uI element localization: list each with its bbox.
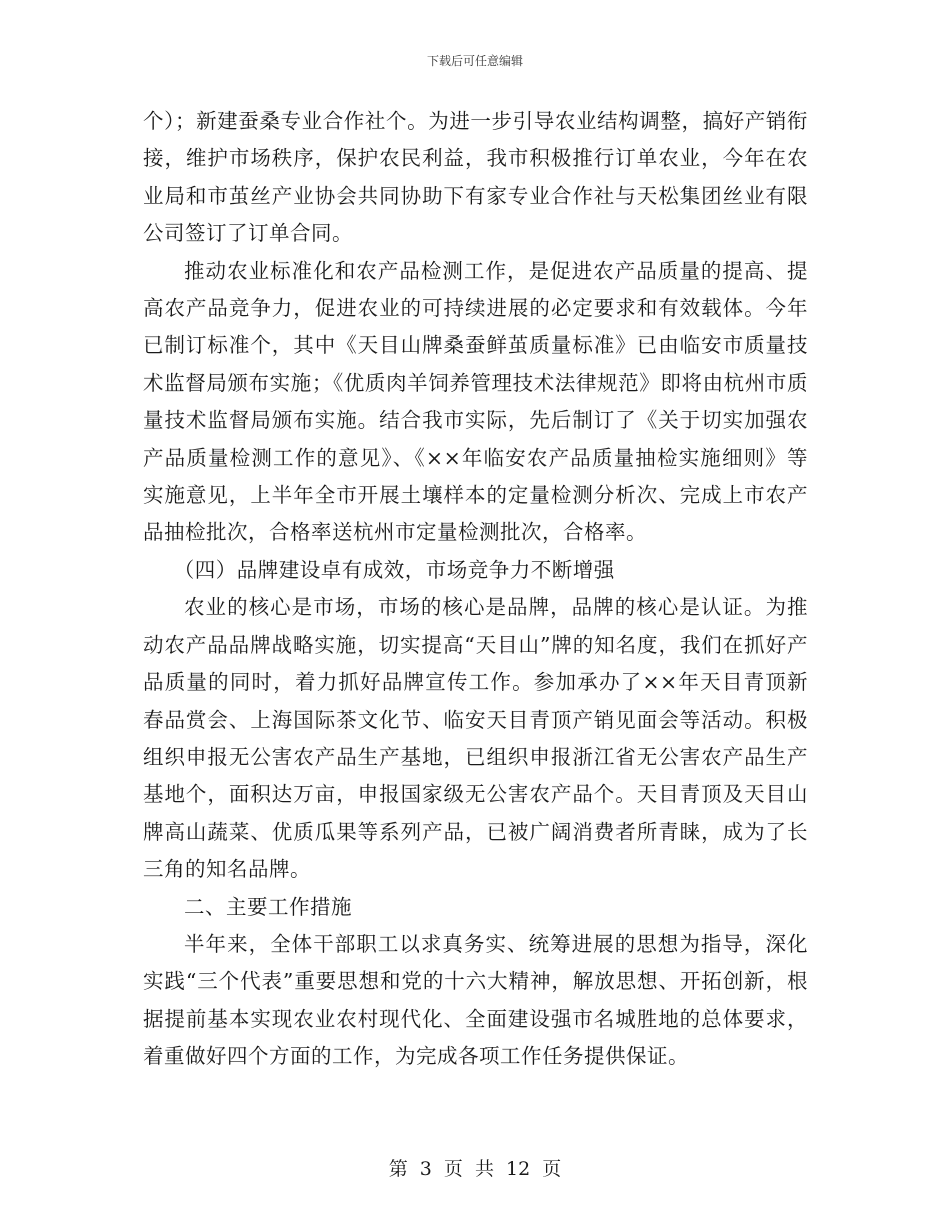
paragraph-standardization: 推动农业标准化和农产品检测工作，是促进农产品质量的提高、提高农产品竞争力，促进农业的可持续进展的必定要求和有效载体。今年已制订标准个，其中《天目山牌桑蚕鲜茧质量标准》已由临安市质量技术监督局颁布实施；《优质肉羊饲养管理技术法律规范》即将由杭州市质量技术监督局颁布实施。结合我市实际，先后制订了《关于切实加强农产品质量检测工作的意见》、《××年临安农产品质量抽检实施细则》等实施意见，上半年全市开展土壤样本的定量检测分析次、完成上市农产品抽检批次，合格率送杭州市定量检测批次，合格率。 bbox=[143, 258, 808, 545]
section-heading-measures: 二、主要工作措施 bbox=[184, 894, 352, 919]
page-header: 下载后可任意编辑 bbox=[426, 54, 523, 68]
paragraph-measures: 半年来，全体干部职工以求真务实、统筹进展的思想为指导，深化实践“三个代表”重要思想和党的十六大精神，解放思想、开拓创新，根据提前基本实现农业农村现代化、全面建设强市名城胜地的总体要求，着重做好四个方面的工作，为完成各项工作任务提供保证。 bbox=[143, 931, 808, 1069]
page-footer: 第 3 页 共 12 页 bbox=[388, 1158, 562, 1180]
paragraph-continuation: 个）；新建蚕桑专业合作社个。为进一步引导农业结构调整，搞好产销衔接，维护市场秩序，保护农民利益，我市积极推行订单农业，今年在农业局和市茧丝产业协会共同协助下有家专业合作社与天松集团丝业有限公司签订了订单合同。 bbox=[143, 109, 808, 246]
paragraph-brand: 农业的核心是市场，市场的核心是品牌，品牌的核心是认证。为推动农产品品牌战略实施，切实提高“天目山”牌的知名度，我们在抓好产品质量的同时，着力抓好品牌宣传工作。参加承办了××年天目青顶新春品赏会、上海国际茶文化节、临安天目青顶产销见面会等活动。积极组织申报无公害农产品生产基地，已组织申报浙江省无公害农产品生产基地个，面积达万亩，申报国家级无公害农产品个。天目青顶及天目山牌高山蔬菜、优质瓜果等系列产品，已被广阔消费者所青睐，成为了长三角的知名品牌。 bbox=[143, 595, 808, 882]
section-heading-brand: （四）品牌建设卓有成效，市场竞争力不断增强 bbox=[173, 557, 615, 582]
document-body bbox=[143, 103, 808, 1076]
